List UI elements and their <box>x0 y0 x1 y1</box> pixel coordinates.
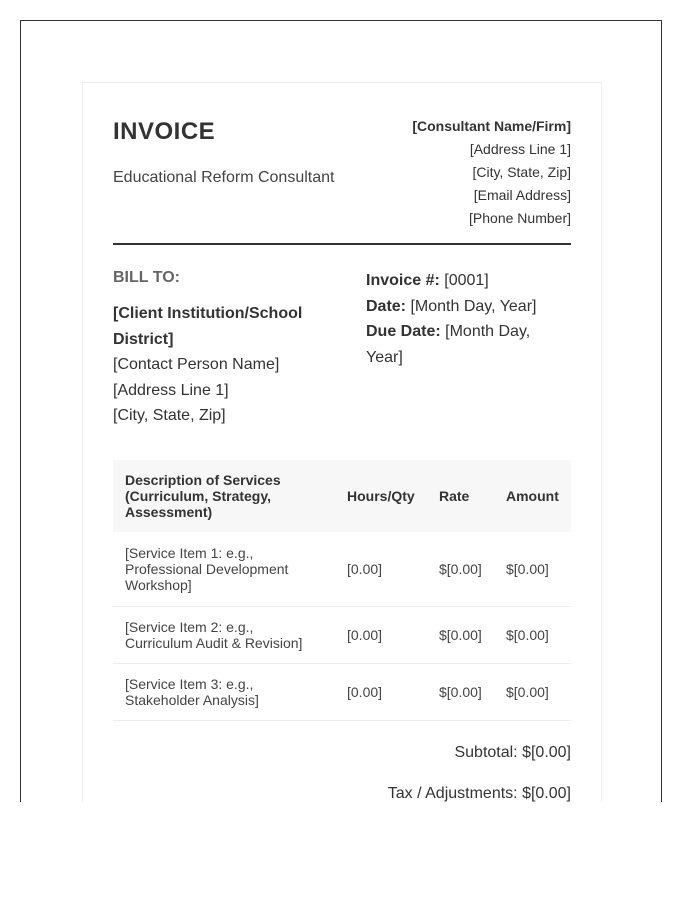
document-frame <box>20 20 662 802</box>
client-address: [Address Line 1] <box>113 381 229 399</box>
cell-amount: $[0.00] <box>494 663 571 720</box>
bill-to-block <box>113 269 333 429</box>
invoice-date-label: Date: <box>366 297 407 315</box>
invoice-date-value: [Month Day, Year] <box>410 297 537 315</box>
cell-hours-qty: [0.00] <box>335 663 427 720</box>
invoice-number-label: Invoice #: <box>366 272 440 289</box>
invoice-sheet <box>82 82 602 802</box>
table-row <box>113 606 571 663</box>
tax-adjustments: Tax / Adjustments: $[0.00] <box>387 784 571 802</box>
bill-to-label: BILL TO: <box>113 269 180 286</box>
header-amount: Amount <box>494 460 571 532</box>
client-city: [City, State, Zip] <box>113 407 226 424</box>
invoice-meta <box>366 268 571 370</box>
due-date-value: [Month Day, Year] <box>366 323 531 366</box>
cell-rate: $[0.00] <box>427 532 494 606</box>
cell-description: [Service Item 1: e.g., Professional Development Workshop] <box>113 532 335 606</box>
due-date-line <box>366 319 571 370</box>
cell-description: [Service Item 2: e.g., Curriculum Audit & Revision] <box>113 606 335 663</box>
totals-section <box>113 744 571 803</box>
header-hours-qty: Hours/Qty <box>335 460 427 532</box>
consultant-email: [Email Address] <box>473 187 571 203</box>
cell-amount: $[0.00] <box>494 532 571 606</box>
invoice-number-line <box>366 268 571 294</box>
client-name: [Client Institution/School District] <box>113 305 303 348</box>
consultant-name: [Consultant Name/Firm] <box>412 118 571 134</box>
cell-hours-qty: [0.00] <box>335 532 427 606</box>
invoice-title: INVOICE <box>113 118 216 145</box>
due-date-label: Due Date: <box>366 323 441 340</box>
invoice-header <box>113 83 571 245</box>
cell-hours-qty: [0.00] <box>335 606 427 663</box>
cell-amount: $[0.00] <box>494 606 571 663</box>
invoice-subtitle: Educational Reform Consultant <box>113 169 335 186</box>
services-table <box>113 460 571 721</box>
cell-description: [Service Item 3: e.g., Stakeholder Analysis] <box>113 663 335 720</box>
invoice-content <box>113 83 571 802</box>
subtotal: Subtotal: $[0.00] <box>454 743 571 761</box>
consultant-info <box>412 115 571 230</box>
header-description: Description of Services (Curriculum, Strategy, Assessment) <box>113 460 335 532</box>
client-contact: [Contact Person Name] <box>113 356 280 373</box>
cell-rate: $[0.00] <box>427 663 494 720</box>
invoice-date-line <box>366 294 571 320</box>
table-header-row <box>113 460 571 532</box>
table-row <box>113 532 571 606</box>
consultant-phone: [Phone Number] <box>469 210 571 226</box>
table-row <box>113 663 571 720</box>
cell-rate: $[0.00] <box>427 606 494 663</box>
consultant-city: [City, State, Zip] <box>472 164 571 180</box>
header-rate: Rate <box>427 460 494 532</box>
consultant-address: [Address Line 1] <box>469 141 571 157</box>
invoice-number-value: [0001] <box>444 272 489 289</box>
billing-section <box>113 245 571 460</box>
